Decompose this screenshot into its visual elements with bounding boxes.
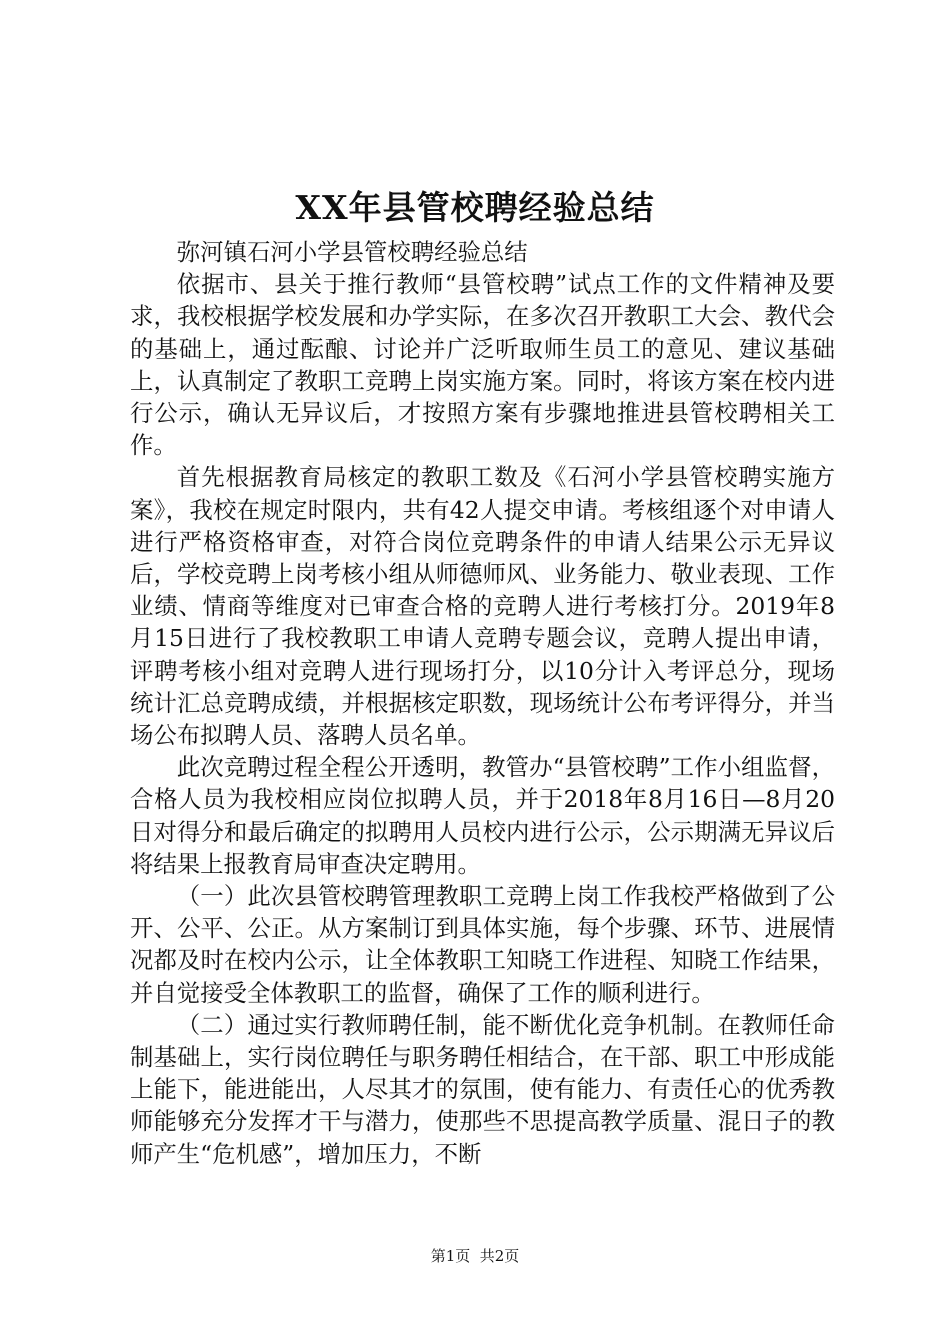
body-paragraph: （一）此次县管校聘管理教职工竞聘上岗工作我校严格做到了公开、公平、公正。从方案制订到具体实施，每个步骤、环节、进展情况都及时在校内公示，让全体教职工知晓工作进程、知晓工作结果，并自觉接受全体教职工的监督，确保了工作的顺利进行。 — [130, 882, 835, 1007]
body-paragraph: 首先根据教育局核定的教职工数及《石河小学县管校聘实施方案》，我校在规定时限内，共有42人提交申请。考核组逐个对申请人进行严格资格审查，对符合岗位竞聘条件的申请人结果公示无异议后，学校竞聘上岗考核小组从师德师风、业务能力、敬业表现、工作业绩、情商等维度对已审查合格的竞聘人进行考核打分。2019年8月15日进行了我校教职工申请人竞聘专题会议，竞聘人提出申请，评聘考核小组对竞聘人进行现场打分，以10分计入考评总分，现场统计汇总竞聘成绩，并根据核定职数，现场统计公布考评得分，并当场公布拟聘人员、落聘人员名单。 — [130, 463, 835, 750]
body-paragraph: 此次竞聘过程全程公开透明，教管办“县管校聘”工作小组监督，合格人员为我校相应岗位拟聘人员，并于2018年8月16日—8月20日对得分和最后确定的拟聘用人员校内进行公示，公示期满无异议后将结果上报教育局审查决定聘用。 — [130, 753, 835, 878]
subtitle-paragraph: 弥河镇石河小学县管校聘经验总结 — [176, 238, 528, 266]
body-paragraph: （二）通过实行教师聘任制，能不断优化竞争机制。在教师任命制基础上，实行岗位聘任与职务聘任相结合，在干部、职工中形成能上能下，能进能出，人尽其才的氛围，使有能力、有责任心的优秀教师能够充分发挥才干与潜力，使那些不思提高教学质量、混日子的教师产生“危机感”，增加压力，不断 — [130, 1010, 835, 1168]
page-footer — [0, 1246, 950, 1266]
body-paragraph: 依据市、县关于推行教师“县管校聘”试点工作的文件精神及要求，我校根据学校发展和办学实际，在多次召开教职工大会、教代会的基础上，通过酝酿、讨论并广泛听取师生员工的意见、建议基础上，认真制定了教职工竞聘上岗实施方案。同时，将该方案在校内进行公示，确认无异议后，才按照方案有步骤地推进县管校聘相关工作。 — [130, 270, 835, 460]
document-body — [130, 236, 835, 1170]
document-title: XX年县管校聘经验总结 — [295, 188, 655, 227]
page-number-label: 第1页 共2页 — [430, 1247, 520, 1265]
